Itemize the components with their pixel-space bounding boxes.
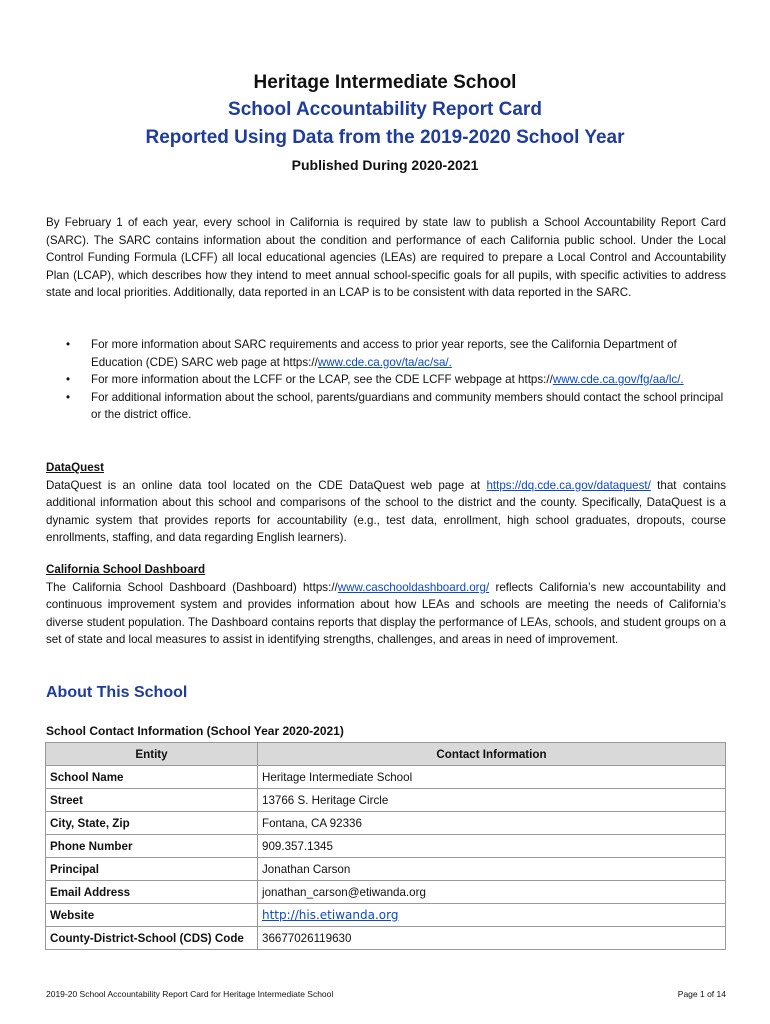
dashboard-section xyxy=(46,561,726,649)
row-label: Phone Number xyxy=(46,835,258,858)
column-header-contact: Contact Information xyxy=(258,743,726,766)
table-row xyxy=(46,927,726,950)
column-header-entity: Entity xyxy=(46,743,258,766)
row-value: Heritage Intermediate School xyxy=(258,766,726,789)
page-footer xyxy=(46,989,726,999)
website-link[interactable]: http://his.etiwanda.org xyxy=(262,908,399,922)
bullet-icon: • xyxy=(66,390,71,404)
bullet-text: For more information about SARC requirements and access to prior year reports, see the California Department of Education (CDE) SARC web page at https:// xyxy=(91,338,677,369)
row-label: Email Address xyxy=(46,881,258,904)
row-label: County-District-School (CDS) Code xyxy=(46,927,258,950)
dashboard-heading: California School Dashboard xyxy=(46,563,206,576)
row-label: School Name xyxy=(46,766,258,789)
row-value: 13766 S. Heritage Circle xyxy=(258,789,726,812)
reported-year-title: Reported Using Data from the 2019-2020 School Year xyxy=(145,127,625,148)
row-label: Street xyxy=(46,789,258,812)
report-title: School Accountability Report Card xyxy=(228,99,542,120)
bullet-item-lcff xyxy=(46,371,726,389)
table-row xyxy=(46,858,726,881)
row-value: 909.357.1345 xyxy=(258,835,726,858)
row-value: jonathan_carson@etiwanda.org xyxy=(258,881,726,904)
contact-table xyxy=(45,742,726,950)
row-label: Principal xyxy=(46,858,258,881)
bullet-icon: • xyxy=(66,373,71,387)
dataquest-text-cont: that contains additional information about this school and comparisons of the school to the district and the county. Specifically, DataQuest is a dynamic system that provides reports for accountability (e.g., test data, enrollment, high school graduates, dropouts, course enrollments, staffing, and data regarding English learners). xyxy=(46,478,726,545)
table-row xyxy=(46,904,726,927)
dashboard-link[interactable]: www.caschooldashboard.org/ xyxy=(337,580,490,594)
table-row xyxy=(46,881,726,904)
table-header-row xyxy=(46,743,726,766)
table-row xyxy=(46,812,726,835)
bullet-icon: • xyxy=(66,338,71,351)
table-row xyxy=(46,789,726,812)
sarc-link[interactable]: www.cde.ca.gov/ta/ac/sa/. xyxy=(317,355,452,369)
lcff-link[interactable]: www.cde.ca.gov/fg/aa/lc/. xyxy=(552,373,684,387)
footer-title: 2019-20 School Accountability Report Card for Heritage Intermediate School xyxy=(46,989,334,999)
dataquest-link[interactable]: https://dq.cde.ca.gov/dataquest/ xyxy=(486,478,651,492)
row-value: Fontana, CA 92336 xyxy=(258,812,726,835)
dashboard-text-cont: reflects California’s new accountability and continuous improvement system and provides information about how LEAs and schools are meeting the needs of California’s diverse student population. The Dashboard contains reports that display the performance of LEAs, schools, and student groups on a set of state and local measures to assist in identifying strengths, challenges, and areas in need of improvement. xyxy=(46,580,726,647)
document-header xyxy=(0,70,770,176)
dataquest-text: DataQuest is an online data tool located on the CDE DataQuest web page at xyxy=(46,478,487,492)
table-row xyxy=(46,766,726,789)
school-title: Heritage Intermediate School xyxy=(253,72,517,93)
intro-paragraph: By February 1 of each year, every school in California is required by state law to publish a School Accountability Report Card (SARC). The SARC contains information about the condition and performance of each California public school. Under the Local Control Funding Formula (LCFF) all local educational agencies (LEAs) are required to prepare a Local Control and Accountability Plan (LCAP), which describes how they intend to meet annual school-specific goals for all pupils, with specific activities to address state and local priorities. Additionally, data reported in an LCAP is to be consistent with data reported in the SARC. xyxy=(46,216,726,300)
dashboard-text: The California School Dashboard (Dashboard) https:// xyxy=(46,580,338,594)
info-bullet-list xyxy=(46,336,726,424)
dataquest-section xyxy=(46,459,726,547)
bullet-item-sarc xyxy=(46,336,726,371)
contact-table-title: School Contact Information (School Year 2020-2021) xyxy=(46,724,344,738)
table-row xyxy=(46,835,726,858)
bullet-text: For additional information about the school, parents/guardians and community members should contact the school principal or the district office. xyxy=(91,390,724,422)
row-value: Jonathan Carson xyxy=(258,858,726,881)
bullet-item-contact xyxy=(46,389,726,424)
page-number: Page 1 of 14 xyxy=(677,989,726,999)
dataquest-heading: DataQuest xyxy=(46,461,104,474)
published-subtitle: Published During 2020-2021 xyxy=(291,157,479,173)
about-heading: About This School xyxy=(46,684,188,701)
row-value: 36677026119630 xyxy=(258,927,726,950)
row-value xyxy=(258,904,726,927)
bullet-text: For more information about the LCFF or the LCAP, see the CDE LCFF webpage at https:// xyxy=(91,373,553,387)
row-label: Website xyxy=(46,904,258,927)
row-label: City, State, Zip xyxy=(46,812,258,835)
